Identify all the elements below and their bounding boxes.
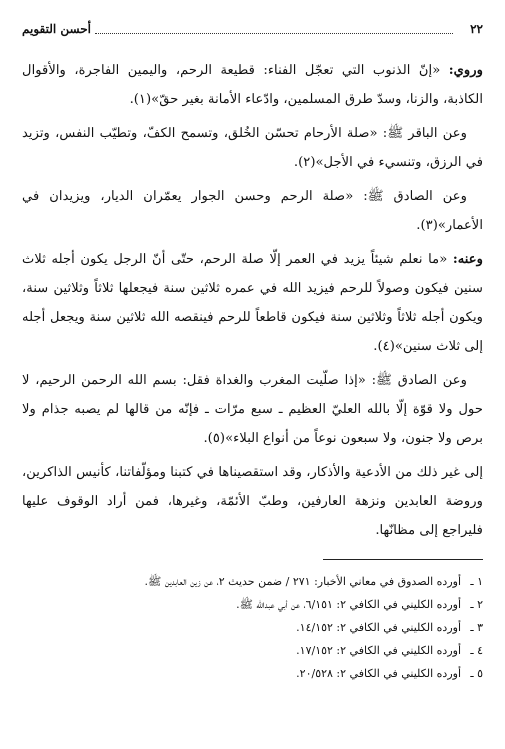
footnote-number: ٣ ـ — [470, 621, 483, 634]
footnote-number: ١ ـ — [470, 575, 483, 588]
paragraph — [22, 245, 483, 361]
paragraph — [22, 458, 483, 545]
paragraph-text: وعن الباقر ﷺ: «صلة الأرحام تحسّن الخُلق، وتسمح الكفّ، وتطيّب النفس، وتزيد في الرزق، وتنسيء في الأجل»(٢). — [22, 126, 483, 170]
paragraph-text: «إنّ الذنوب التي تعجّل الفناء: قطيعة الرحم، واليمين الفاجرة، والأقوال الكاذبة، والزنا، وسدّ طرق المسلمين، وادّعاء الأمانة بغير حقّ»(١). — [22, 63, 483, 107]
page-number: ٢٢ — [470, 22, 483, 36]
footnote-text: أورده الكليني في الكافي ٢: ١٧/١٥٢. — [296, 644, 461, 657]
paragraph-text: إلى غير ذلك من الأدعية والأذكار، وقد استقصيناها في كتبنا ومؤلّفاتنا، كأنيس الذاكرين، وروضة العابدين ونزهة العارفين، وطبّ الأئمّة، وغيرها، فمن أراد الوقوف عليها فليراجع إلى مظانّها. — [22, 465, 483, 538]
paragraph-text: وعن الصادق ﷺ: «صلة الرحم وحسن الجوار يعمّران الديار، ويزيدان في الأعمار»(٣). — [22, 189, 483, 233]
paragraph-lead: وروي: — [448, 63, 483, 78]
book-page — [22, 18, 483, 739]
footnote-list — [22, 570, 483, 685]
footnote-number: ٢ ـ — [470, 598, 483, 611]
footnote — [22, 593, 483, 616]
footnote-text: أورده الكليني في الكافي ٢: ١٤/١٥٢. — [296, 621, 461, 634]
footnote-number: ٤ ـ — [470, 644, 483, 657]
footnote — [22, 570, 483, 593]
footnote-text: أورده الصدوق في معاني الأخبار: ٢٧١ / ضمن حديث ٢، عن زين العابدين ﷺ. — [144, 575, 461, 588]
paragraph — [22, 366, 483, 453]
footnote-text: أورده الكليني في الكافي ٢: ٢٠/٥٢٨. — [296, 667, 461, 680]
running-title: أحسن التقويم — [22, 22, 91, 36]
footnote-separator — [323, 559, 483, 560]
paragraph-text: «ما نعلم شيئاً يزيد في العمر إلّا صلة الرحم، حتّى أنّ الرجل يكون أجله ثلاث سنين فيكون وصولاً للرحم فيزيد الله في عمره ثلاثين سنة فيجعلها ثلاثاً وثلاثين سنة، ويكون أجله ثلاثاً وثلاثين سنة فيكون قاطعاً للرحم فينقصه الله ثلاثين سنة ويجعل أجله إلى ثلاث سنين»(٤). — [22, 252, 483, 354]
paragraph — [22, 119, 483, 177]
header-dot-leader — [95, 25, 453, 34]
paragraph-lead: وعنه: — [452, 252, 483, 267]
running-header — [22, 18, 483, 40]
footnote-number: ٥ ـ — [470, 667, 483, 680]
paragraph — [22, 182, 483, 240]
footnote-text: أورده الكليني في الكافي ٢: ٦/١٥١، عن أبي عبدالله ﷺ. — [236, 598, 461, 611]
page-body — [22, 56, 483, 545]
paragraph — [22, 56, 483, 114]
paragraph-text: وعن الصادق ﷺ: «إذا صلّيت المغرب والغداة فقل: بسم الله الرحمن الرحيم، لا حول ولا قوّة إلّا بالله العليّ العظيم ـ سبع مرّات ـ فإنّه من قالها لم يصبه جذام ولا برص ولا جنون، ولا سبعون نوعاً من أنواع البلاء»(٥). — [22, 373, 483, 446]
footnote — [22, 616, 483, 639]
footnote — [22, 639, 483, 662]
footnote — [22, 662, 483, 685]
